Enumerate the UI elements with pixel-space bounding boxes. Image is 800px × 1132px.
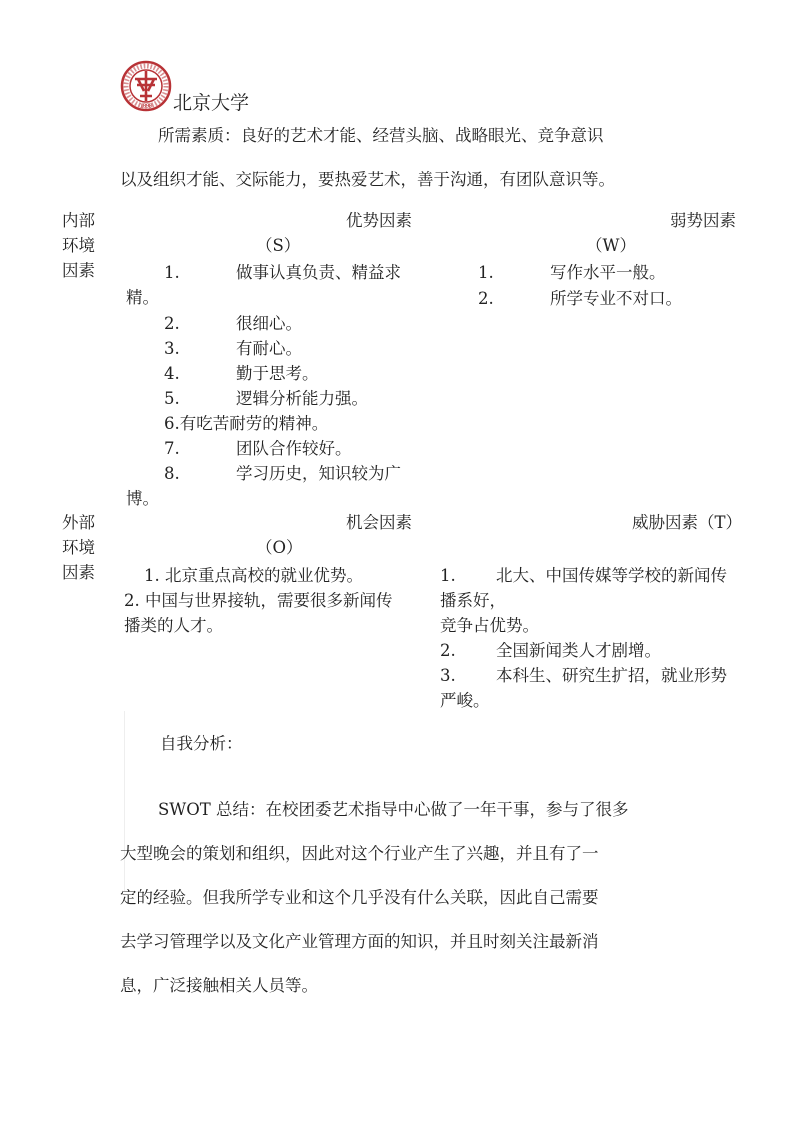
required-qualities-line1: 所需素质：良好的艺术才能、经营头脑、战略眼光、竞争意识 (158, 126, 604, 145)
list-item: 2. 所学专业不对口。 (478, 289, 682, 308)
list-item: 5. 逻辑分析能力强。 (164, 389, 368, 408)
list-item: 4. 勤于思考。 (164, 364, 319, 383)
list-item-continuation: 播类的人才。 (124, 616, 223, 635)
pku-seal-icon (120, 60, 172, 112)
list-item: 1. 写作水平一般。 (478, 263, 666, 282)
self-analysis-heading: 自我分析： (160, 734, 243, 753)
list-item: 8. 学习历史，知识较为广 (164, 464, 401, 483)
internal-factors-label: 内部 环境 因素 (62, 211, 95, 280)
list-item: 2. 中国与世界接轨，需要很多新闻传 (124, 591, 393, 610)
strengths-title: 优势因素 (346, 211, 412, 230)
list-item: 1. 北大、中国传媒等学校的新闻传 (440, 566, 727, 585)
list-item-continuation: 严峻。 (440, 691, 490, 710)
weaknesses-title: 弱势因素 (670, 211, 736, 230)
swot-summary: SWOT 总结：在校团委艺术指导中心做了一年干事，参与了很多 大型晚会的策划和组织，因此对这个行业产生了兴趣，并且有了一 定的经验。但我所学专业和这个几乎没有什么关联，因此自己需要 去学习管理学以及文化产业管理方面的知识，并且时刻关注最新消 息，广泛接触相关人员等。 (120, 800, 629, 995)
list-item-continuation: 博。 (126, 489, 159, 508)
threats-title: 威胁因素（T） (632, 513, 743, 532)
svg-text:1898: 1898 (139, 103, 153, 110)
list-item: 3. 有耐心。 (164, 339, 302, 358)
list-item: 2. 很细心。 (164, 314, 302, 333)
list-item: 6.有吃苦耐劳的精神。 (164, 414, 329, 433)
list-item: 7. 团队合作较好。 (164, 439, 352, 458)
list-item: 3. 本科生、研究生扩招，就业形势 (440, 666, 727, 685)
list-item: 2. 全国新闻类人才剧增。 (440, 641, 661, 660)
swot-table (40, 204, 766, 711)
required-qualities-line2: 以及组织才能、交际能力，要热爱艺术，善于沟通，有团队意识等。 (120, 170, 615, 189)
external-factors-label: 外部 环境 因素 (62, 513, 95, 582)
list-item: 1. 做事认真负责、精益求 (164, 263, 401, 282)
weaknesses-code: （W） (586, 236, 636, 255)
strengths-code: （S） (256, 236, 301, 255)
opportunities-title: 机会因素 (346, 513, 412, 532)
list-item-continuation: 竞争占优势。 (440, 616, 539, 635)
opportunities-code: （O） (256, 538, 303, 557)
list-item-continuation: 精。 (126, 288, 159, 307)
list-item-continuation: 播系好， (440, 591, 506, 610)
list-item: 1. 北京重点高校的就业优势。 (144, 566, 363, 585)
university-name: 北京大学 (173, 92, 250, 114)
